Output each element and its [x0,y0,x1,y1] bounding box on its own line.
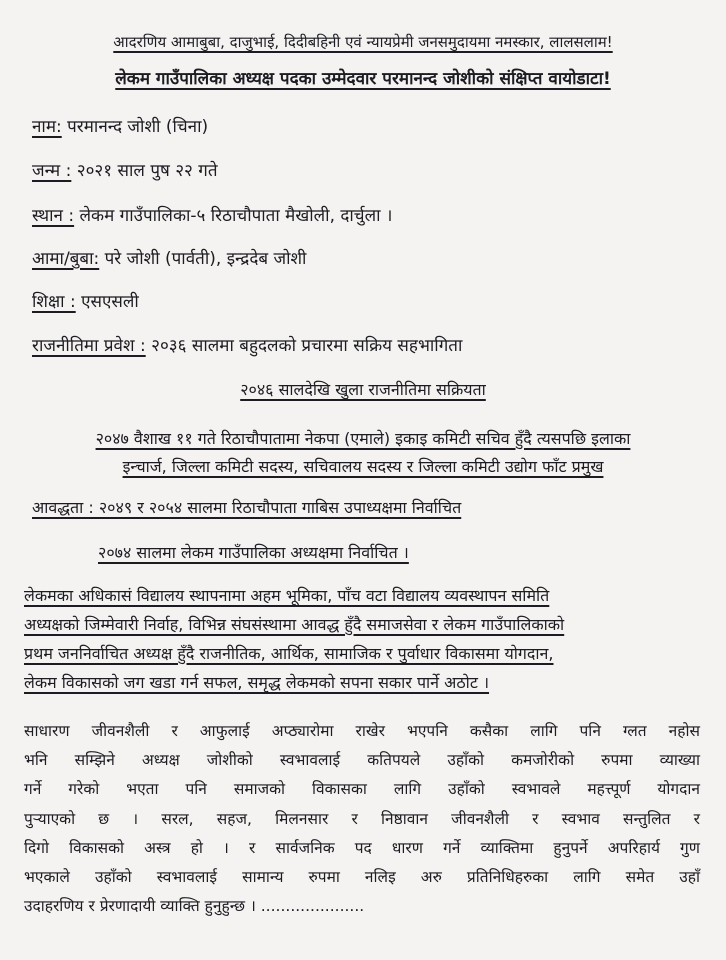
description-line: साधारण जीवनशैली र आफुलाई अप्ठ्यारोमा राखेर भएपनि कसैका लागि पनि ग्लत नहोस [24,722,700,740]
contribution-line: लेकमका अधिकासं विद्यालय स्थापनामा अहम भूमिका, पाँच वटा विद्यालय व्यवस्थापन समिति [24,586,550,605]
education-label: शिक्षा : [32,292,76,312]
line-2047-b: इन्चार्ज, जिल्ला कमिटी सदस्य, सचिवालय सदस्य र जिल्ला कमिटी उद्योग फाँट प्रमुख [122,457,604,476]
bio-education [32,289,139,312]
description-line: भएकाले उहाँको स्वभावलाई सामान्य रुपमा नलिइ अरु प्रतिनिधिहरुका लागि समेत उहाँ [24,868,700,887]
description-paragraph [24,717,700,921]
contribution-line: अध्यक्षको जिम्मेवारी निर्वाह, विभिन्न संघसंस्थामा आवद्ध हुँदै समाजसेवा र लेकम गाउँपालिकाको [24,615,565,634]
name-value: परमानन्द जोशी (चिना) [61,117,209,137]
bio-birth [32,158,218,181]
active-2046-line: २०४६ सालदेखि खुला राजनीतिमा सक्रियता [240,380,486,399]
name-label: नाम: [32,117,62,137]
place-value: लेकम गाउँपालिका-५ रिठाचौपाता मैखोली, दार्चुला । [74,206,393,226]
description-line: दिगो विकासको अस्त्र हो । र सार्वजनिक पद धारण गर्ने व्याक्तिमा हुनुपर्ने अपरिहार्य गुण [24,838,700,857]
bio-name [32,114,208,137]
birth-label: जन्म : [32,161,72,181]
affiliation-line: आवद्धता : २०४९ र २०५४ सालमा रिठाचौपाता गाबिस उपाध्यक्षमा निर्वाचित [32,498,462,517]
politics-value: २०३६ सालमा बहुदलको प्रचारमा सक्रिय सहभागिता [145,336,463,356]
bio-parents [32,246,306,269]
line-2047-a: २०४७ वैशाख ११ गते रिठाचौपातामा नेकपा (एमाले) इकाइ कमिटी सचिव हुँदै त्यसपछि इलाका [95,429,631,448]
description-line: उदाहरणिय र प्रेरणादायी व्याक्ति हुनुहुन्छ । ..................... [24,897,365,916]
contribution-line: लेकम विकासको जग खडा गर्न सफल, समृद्ध लेकमको सपना सकार पार्ने अठोट । [24,673,490,692]
politics-label: राजनीतिमा प्रवेश : [32,336,146,356]
greeting-line: आदरणिय आमाबुबा, दाजुभाई, दिदीबहिनी एवं न्यायप्रेमी जनसमुदायमा नमस्कार, लालसलाम! [113,33,613,51]
parents-value: परे जोशी (पार्वती), इन्द्रदेब जोशी [99,249,307,269]
contribution-line: प्रथम जननिर्वाचित अध्यक्ष हुँदै राजनीतिक, आर्थिक, सामाजिक र पुर्वाधार विकासमा योगदान, [24,644,554,663]
place-label: स्थान : [32,206,75,226]
contribution-paragraph [24,581,700,697]
description-line: पुऱ्याएको छ । सरल, सहज, मिलनसार र निष्ठावान जीवनशैली र स्वभाव सन्तुलित र [24,809,700,828]
description-line: गर्ने गरेको भएता पनि समाजको विकासका लागि उहाँको स्वभावले महत्त्पूर्ण योगदान [24,780,700,799]
bio-place [32,203,392,226]
parents-label: आमा/बुबा: [32,249,100,269]
description-line: भनि सम्झिने अध्यक्ष जोशीको स्वभावलाई कतिपयले उहाँको कमजोरीको रुपमा व्याख्या [24,751,700,770]
bio-politics [32,333,462,356]
elected-2074-line: २०७४ सालमा लेकम गाउँपालिका अध्यक्षमा निर्वाचित । [98,543,409,562]
education-value: एसएसली [75,292,139,312]
birth-value: २०२१ साल पुष २२ गते [71,161,218,181]
document-title: लेकम गाउँपालिका अध्यक्ष पदका उम्मेदवार परमानन्द जोशीको संक्षिप्त वायोडाटा! [115,69,611,89]
